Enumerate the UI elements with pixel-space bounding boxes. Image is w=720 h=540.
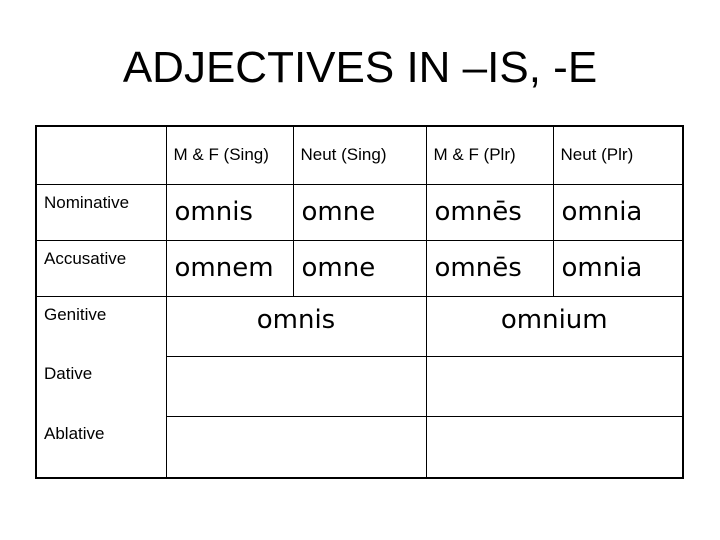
header-mf-singular: M & F (Sing) xyxy=(166,126,293,184)
corner-cell xyxy=(36,126,166,184)
ablative-row xyxy=(36,416,683,478)
declension-table xyxy=(35,125,684,479)
case-nominative: Nominative xyxy=(36,184,166,240)
nominative-neut-singular: omne xyxy=(293,184,426,240)
nominative-mf-plural: omnēs xyxy=(426,184,553,240)
case-dative: Dative xyxy=(36,356,166,416)
dative-singular xyxy=(166,356,426,416)
case-ablative: Ablative xyxy=(36,416,166,478)
accusative-mf-singular: omnem xyxy=(166,240,293,296)
genitive-plural: omnium xyxy=(426,296,683,356)
case-accusative: Accusative xyxy=(36,240,166,296)
slide-title: ADJECTIVES IN –IS, -E xyxy=(122,43,598,92)
nominative-row xyxy=(36,184,683,240)
accusative-mf-plural: omnēs xyxy=(426,240,553,296)
nominative-mf-singular: omnis xyxy=(166,184,293,240)
header-mf-plural: M & F (Plr) xyxy=(426,126,553,184)
accusative-neut-singular: omne xyxy=(293,240,426,296)
dative-plural xyxy=(426,356,683,416)
accusative-neut-plural: omnia xyxy=(553,240,683,296)
dative-row xyxy=(36,356,683,416)
ablative-singular xyxy=(166,416,426,478)
accusative-row xyxy=(36,240,683,296)
nominative-neut-plural: omnia xyxy=(553,184,683,240)
genitive-row xyxy=(36,296,683,356)
header-neut-singular: Neut (Sing) xyxy=(293,126,426,184)
header-neut-plural: Neut (Plr) xyxy=(553,126,683,184)
ablative-plural xyxy=(426,416,683,478)
genitive-singular: omnis xyxy=(166,296,426,356)
case-genitive: Genitive xyxy=(36,296,166,356)
header-row xyxy=(36,126,683,184)
